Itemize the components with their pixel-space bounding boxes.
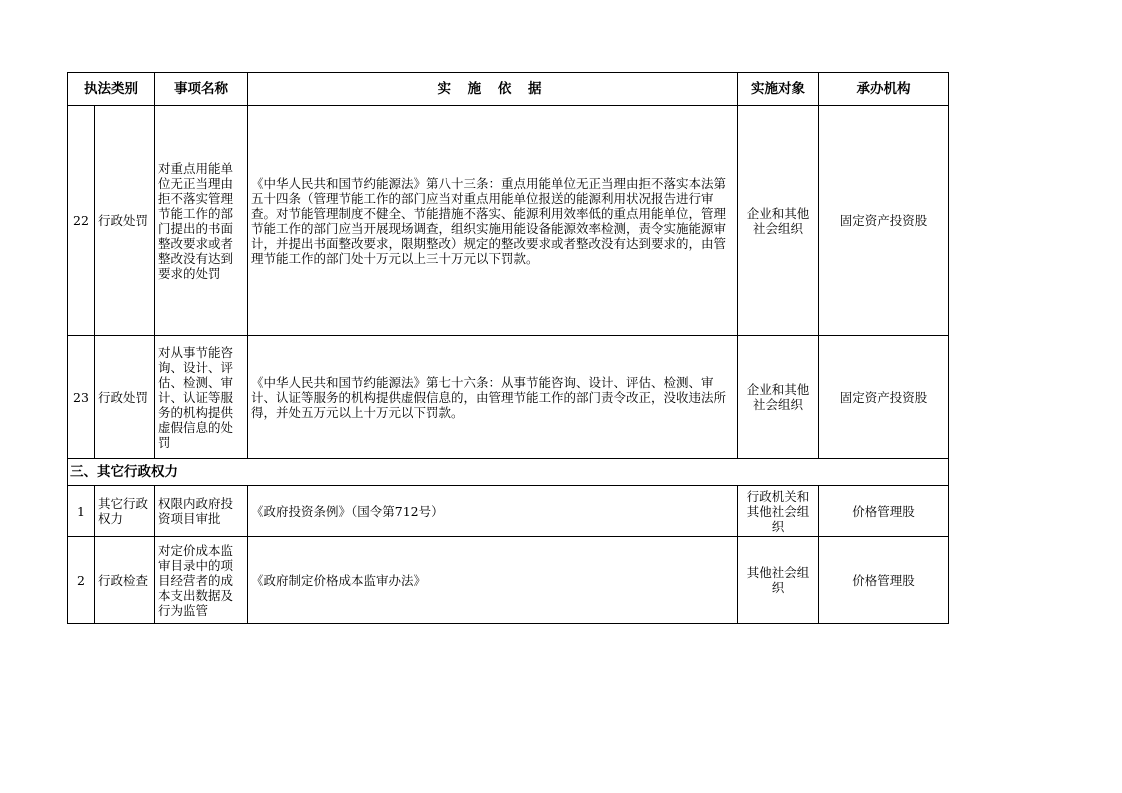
table-row <box>68 486 949 537</box>
row-item-name: 对重点用能单位无正当理由拒不落实管理节能工作的部门提出的书面整改要求或者整改没有达到要求的处罚 <box>155 106 248 336</box>
row-item-name: 权限内政府投资项目审批 <box>155 486 248 537</box>
row-number: 22 <box>68 106 95 336</box>
header-target: 实施对象 <box>738 73 819 106</box>
section-row <box>68 459 949 486</box>
header-row <box>68 73 949 106</box>
row-target: 企业和其他社会组织 <box>738 336 819 459</box>
header-item-name: 事项名称 <box>155 73 248 106</box>
table-row <box>68 336 949 459</box>
row-agency: 固定资产投资股 <box>819 336 949 459</box>
row-target: 其他社会组织 <box>738 537 819 624</box>
row-category: 行政处罚 <box>95 336 155 459</box>
header-agency: 承办机构 <box>819 73 949 106</box>
table-row <box>68 106 949 336</box>
row-category: 其它行政权力 <box>95 486 155 537</box>
row-basis: 《中华人民共和国节约能源法》第七十六条：从事节能咨询、设计、评估、检测、审计、认证等服务的机构提供虚假信息的，由管理节能工作的部门责令改正，没收违法所得，并处五万元以上十万元以下罚款。 <box>248 336 738 459</box>
header-category: 执法类别 <box>68 73 155 106</box>
row-basis: 《政府投资条例》（国令第712号） <box>248 486 738 537</box>
table-row <box>68 537 949 624</box>
row-number: 2 <box>68 537 95 624</box>
row-item-name: 对从事节能咨询、设计、评估、检测、审计、认证等服务的机构提供虚假信息的处罚 <box>155 336 248 459</box>
row-target: 行政机关和其他社会组织 <box>738 486 819 537</box>
section-title: 三、其它行政权力 <box>68 459 949 486</box>
row-agency: 价格管理股 <box>819 486 949 537</box>
enforcement-items-table <box>67 72 949 624</box>
row-number: 1 <box>68 486 95 537</box>
row-agency: 固定资产投资股 <box>819 106 949 336</box>
header-basis: 实 施 依 据 <box>248 73 738 106</box>
row-number: 23 <box>68 336 95 459</box>
row-category: 行政处罚 <box>95 106 155 336</box>
row-target: 企业和其他社会组织 <box>738 106 819 336</box>
row-agency: 价格管理股 <box>819 537 949 624</box>
row-category: 行政检查 <box>95 537 155 624</box>
row-basis: 《中华人民共和国节约能源法》第八十三条：重点用能单位无正当理由拒不落实本法第五十四条（管理节能工作的部门应当对重点用能单位报送的能源利用状况报告进行审查。对节能管理制度不健全、节能措施不落实、能源利用效率低的重点用能单位，管理节能工作的部门应当开展现场调查，组织实施用能设备能源效率检测，责令实施能源审计，并提出书面整改要求，限期整改）规定的整改要求或者整改没有达到要求的，由管理节能工作的部门处十万元以上三十万元以下罚款。 <box>248 106 738 336</box>
row-item-name: 对定价成本监审目录中的项目经营者的成本支出数据及行为监管 <box>155 537 248 624</box>
row-basis: 《政府制定价格成本监审办法》 <box>248 537 738 624</box>
